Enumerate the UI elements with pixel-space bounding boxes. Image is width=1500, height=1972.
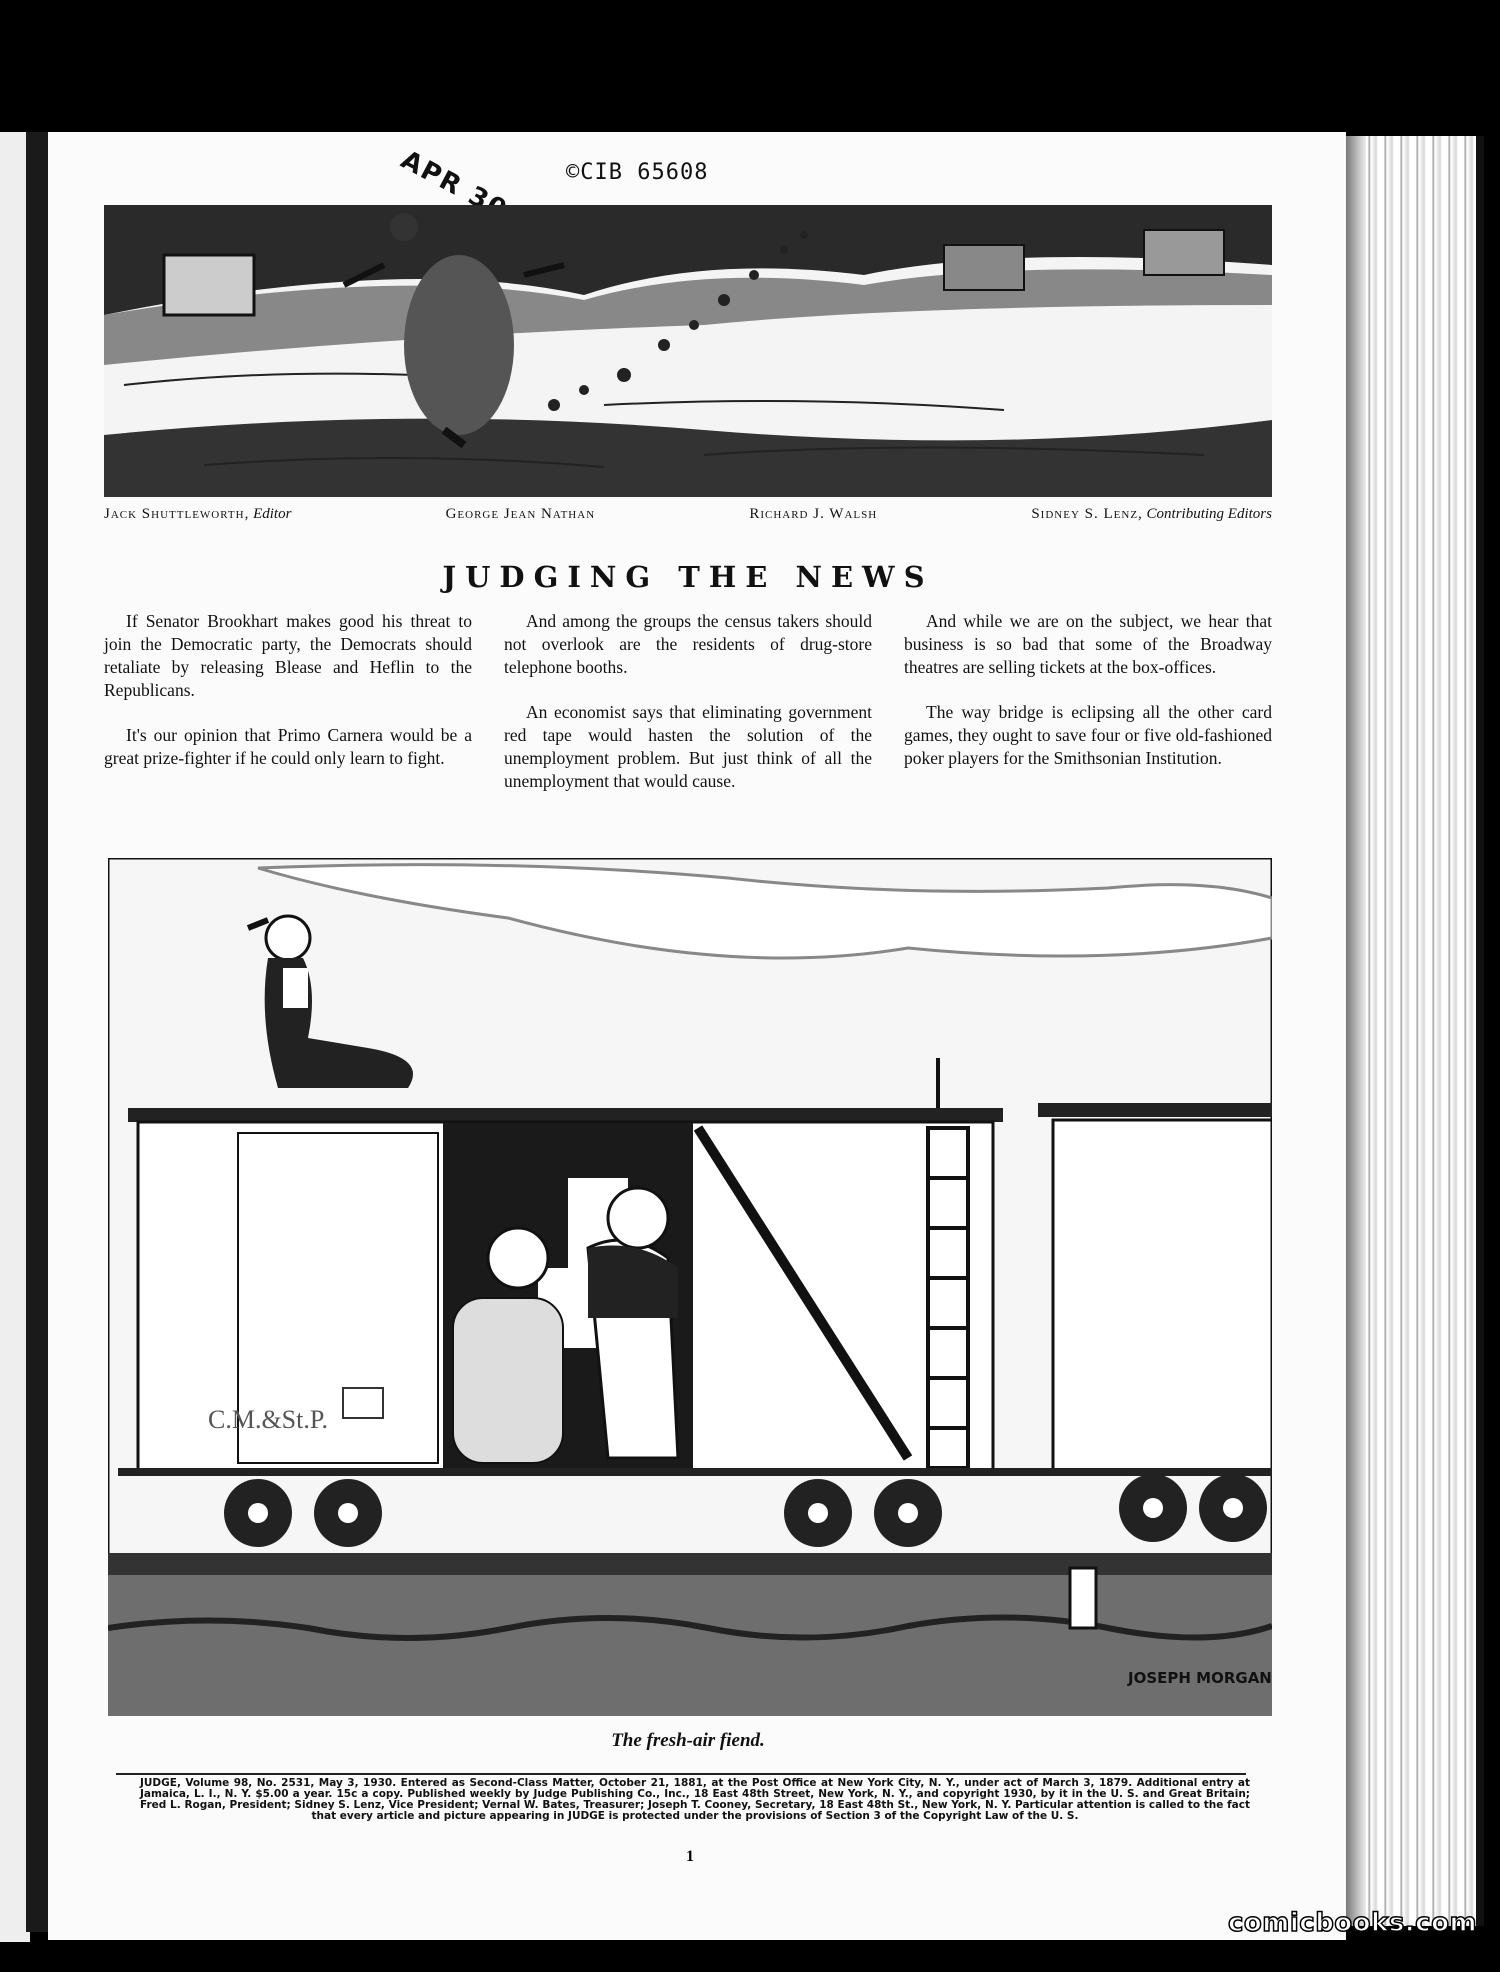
editor-credit (104, 506, 291, 534)
paragraph: And among the groups the census takers should not overlook are the residents of drug-store telephone booths. (504, 611, 872, 677)
boxcar-marking-text: C.M.&St.P. (208, 1405, 328, 1434)
editor-name: Jack Shuttleworth, (104, 506, 250, 522)
news-columns (104, 610, 1272, 815)
contributor-walsh: Richard J. Walsh (749, 506, 878, 522)
cartoon-illustration (108, 858, 1272, 1716)
cartoon-caption: The fresh-air fiend. (611, 1730, 765, 1751)
site-watermark: comicbooks.com (1228, 1908, 1478, 1938)
imprint-divider (116, 1773, 1246, 1775)
column-2 (504, 610, 872, 815)
paragraph: If Senator Brookhart makes good his threat to join the Democratic party, the Democrats should retaliate by releasing Blease and Heflin to the Republicans. (104, 611, 472, 700)
header-illustration (104, 205, 1272, 497)
copyright-registration-stamp: ©CIB 65608 (566, 160, 709, 185)
contributor-lenz: Sidney S. Lenz, (1031, 506, 1143, 522)
editor-role: Editor (253, 506, 292, 522)
section-title: JUDGING THE NEWS (442, 560, 934, 594)
paragraph: And while we are on the subject, we hear that business is so bad that some of the Broadway theatres are selling tickets at the box-offices. (904, 611, 1272, 677)
page-number: 1 (686, 1848, 694, 1865)
publication-imprint: JUDGE, Volume 98, No. 2531, May 3, 1930. Entered as Second-Class Matter, October 21, 1881, at the Post Office at New York City, N. Y., under act of March 3, 1879. Additional entry at Jamaica, L. I., N. Y. $5.00 a year. 15c a copy. Published weekly by Judge Publishing Co., Inc., 18 East 48th Street, New York, N. Y., and copyright 1930, by it in the U. S. and Great Britain; Fred L. Rogan, President; Sidney S. Lenz, Vice President; Vernal W. Bates, Treasurer; Joseph T. Cooney, Secretary, 18 East 48th St., New York, N. Y. Particular attention is called to the fact that every article and picture appearing in JUDGE is protected under the provisions of Section 3 of the Copyright Law of the U. S. (140, 1777, 1250, 1822)
contributors-role: Contributing Editors (1146, 506, 1272, 522)
contributor-lenz-credit (1031, 506, 1272, 534)
book-page-edges (1346, 136, 1484, 1926)
contributor-nathan: George Jean Nathan (445, 506, 596, 522)
paragraph: An economist says that eliminating government red tape would hasten the solution of the unemployment problem. But just think of all the unemployment that would cause. (504, 702, 872, 791)
column-3 (904, 610, 1272, 815)
paragraph: It's our opinion that Primo Carnera would be a great prize-fighter if he could only learn to fight. (104, 725, 472, 768)
scan-background-top (0, 0, 1500, 132)
facing-page-edge (0, 132, 30, 1942)
masthead-staff-line (104, 506, 1272, 534)
column-1 (104, 610, 472, 815)
paragraph: The way bridge is eclipsing all the other card games, they ought to save four or five old-fashioned poker players for the Smithsonian Institution. (904, 702, 1272, 768)
artist-signature: JOSEPH MORGAN (1128, 1669, 1272, 1687)
